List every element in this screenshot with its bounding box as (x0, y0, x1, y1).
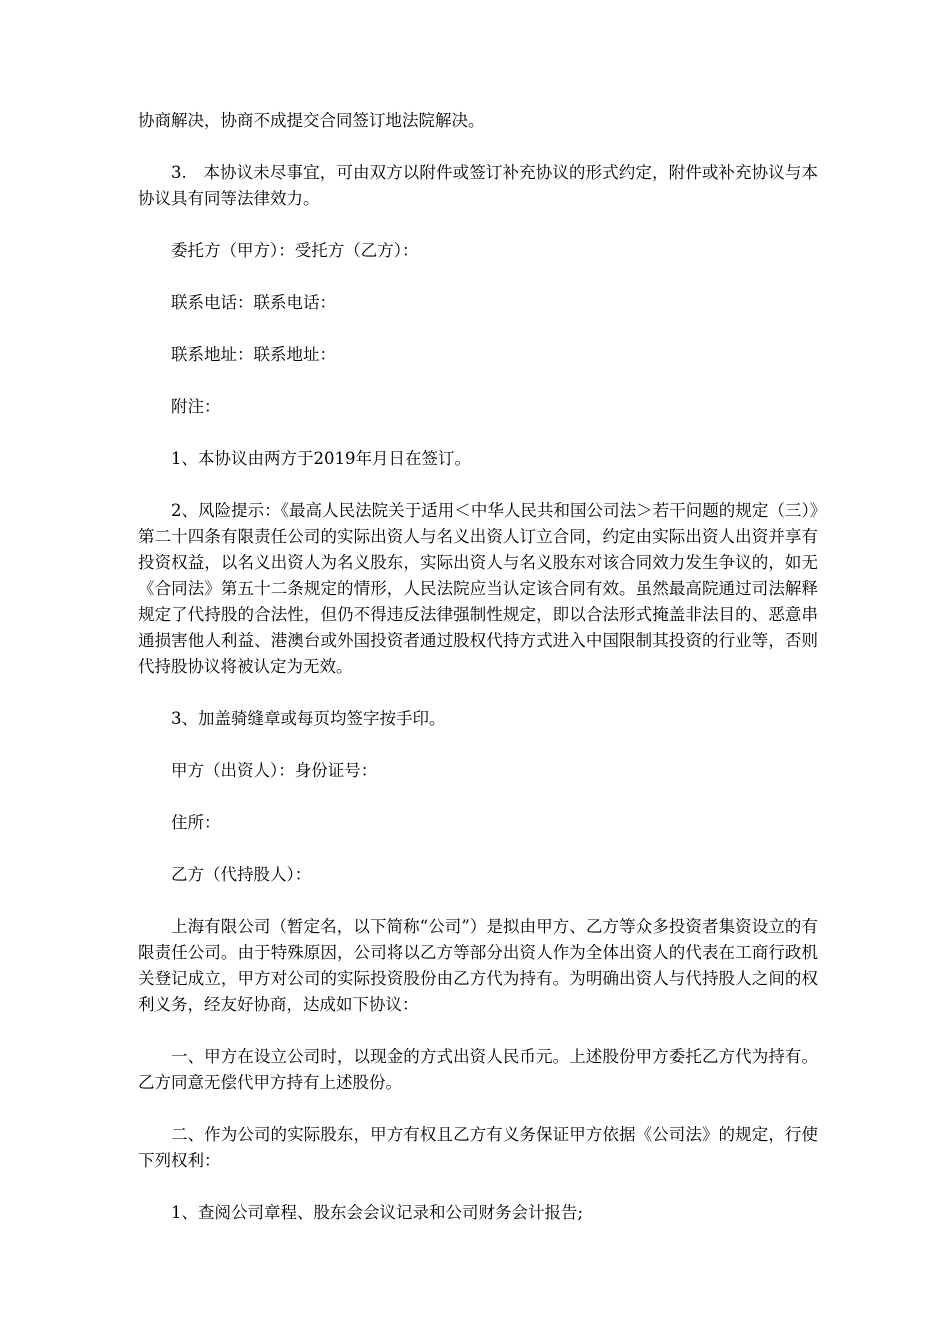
paragraph-parties: 委托方（甲方）：受托方（乙方）： (171, 241, 419, 260)
paragraph-company-intro: 上海有限公司（暂定名，以下简称“公司”）是拟由甲方、乙方等众多投资者集资设立的有限责任公司。由于特殊原因，公司将以乙方等部分出资人作为全体出资人的代表在工商行政机关登记成立，甲方对公司的实际投资股份由乙方代为持有。为明确出资人与代持股人之间的权利义务，经友好协商，达成如下协议： (138, 917, 818, 1014)
paragraph-dispute-resolution: 协商解决，协商不成提交合同签订地法院解决。 (138, 111, 485, 130)
paragraph-article-1: 一、甲方在设立公司时，以现金的方式出资人民币元。上述股份甲方委托乙方代为持有。乙方同意无偿代甲方持有上述股份。 (138, 1047, 818, 1092)
paragraph-party-b: 乙方（代持股人）： (171, 865, 312, 884)
paragraph-note-2-risk: 2、风险提示：《最高人民法院关于适用＜中华人民共和国公司法＞若干问题的规定（三）》第二十四条有限责任公司的实际出资人与名义出资人订立合同，约定由实际出资人出资并享有投资权益，以名义出资人为名义股东，实际出资人与名义股东对该合同效力发生争议的，如无《合同法》第五十二条规定的情形，人民法院应当认定该合同有效。虽然最高院通过司法解释规定了代持股的合法性，但仍不得违反法律强制性规定，即以合法形式掩盖非法目的、恶意串通损害他人利益、港澳台或外国投资者通过股权代持方式进入中国限制其投资的行业等，否则代持股协议将被认定为无效。 (138, 501, 818, 676)
paragraph-right-1: 1、查阅公司章程、股东会会议记录和公司财务会计报告; (171, 1203, 584, 1222)
paragraph-party-a: 甲方（出资人）：身份证号： (171, 761, 378, 780)
paragraph-notes-heading: 附注： (171, 397, 221, 416)
paragraph-address: 联系地址：联系地址： (171, 345, 336, 364)
paragraph-phone: 联系电话：联系电话： (171, 293, 336, 312)
paragraph-residence: 住所： (171, 813, 221, 832)
paragraph-clause-3: 3. 本协议未尽事宜，可由双方以附件或签订补充协议的形式约定，附件或补充协议与本协议具有同等法律效力。 (138, 163, 818, 208)
paragraph-article-2: 二、作为公司的实际股东，甲方有权且乙方有义务保证甲方依据《公司法》的规定，行使下列权利： (138, 1125, 818, 1170)
paragraph-note-1: 1、本协议由两方于2019年月日在签订。 (171, 449, 471, 468)
paragraph-note-3: 3、加盖骑缝章或每页均签字按手印。 (171, 709, 446, 728)
document-page (138, 108, 818, 1252)
